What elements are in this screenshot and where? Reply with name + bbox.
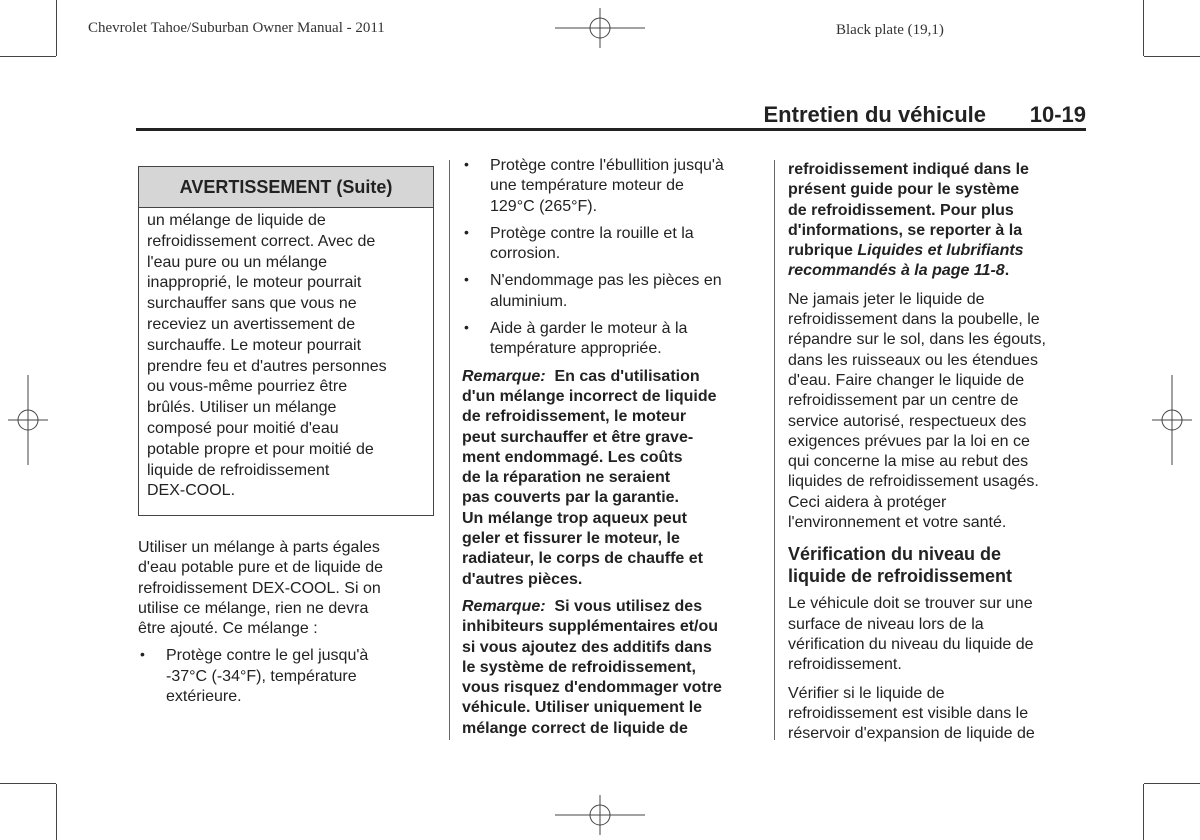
text-line: Protège contre l'ébullition jusqu'à — [490, 157, 724, 174]
text-line: corrosion. — [490, 245, 561, 263]
crop-mark — [1144, 783, 1200, 784]
list-item — [462, 319, 762, 360]
text-line: surface de niveau lors de la — [788, 615, 984, 633]
text-line: de la réparation ne seraient — [462, 469, 671, 487]
text-line: Le véhicule doit se trouver sur une — [788, 595, 1033, 613]
registration-mark-bottom — [555, 795, 645, 835]
crop-mark — [1143, 0, 1144, 56]
notice-2 — [462, 597, 762, 739]
text-line: d'eau potable pure et de liquide de — [138, 559, 384, 577]
text-line: Ceci aidera à protéger — [788, 493, 947, 511]
text-line: peut surchauffer et être grave- — [462, 428, 694, 446]
text-line: En cas d'utilisation — [554, 367, 700, 385]
section-title: Entretien du véhicule — [763, 102, 986, 127]
text-line: le système de refroidissement, — [462, 658, 696, 676]
cross-reference-link[interactable]: recommandés à la page 11-8 — [788, 262, 1005, 280]
text-line: l'environnement et votre santé. — [788, 514, 1007, 532]
bullet-icon: • — [464, 319, 469, 336]
paragraph — [138, 538, 438, 639]
text-line: geler et fissurer le moteur, le — [462, 530, 680, 548]
warning-line: un mélange de liquide de — [147, 212, 326, 229]
text-line: d'eau. Faire changer le liquide de — [788, 371, 1025, 389]
warning-line: DEX-COOL. — [147, 482, 236, 500]
text-line: dans les ruisseaux ou les étendues — [788, 351, 1038, 369]
text-line: service autorisé, respectueux des — [788, 412, 1027, 430]
registration-mark-top — [555, 8, 645, 48]
text-line: une température moteur de — [490, 177, 684, 195]
warning-line: inapproprié, le moteur pourrait — [147, 274, 362, 292]
text-line: véhicule. Utiliser uniquement le — [462, 699, 703, 717]
registration-mark-left — [8, 375, 48, 465]
list-item — [462, 156, 762, 217]
registration-mark-right — [1152, 375, 1192, 465]
notice-label: Remarque: — [462, 597, 546, 615]
text-line: Vérifier si le liquide de — [788, 684, 945, 702]
list-item — [138, 646, 438, 707]
text-line: vérification du niveau du liquide de — [788, 635, 1034, 653]
warning-text — [147, 211, 427, 502]
text-line: inhibiteurs supplémentaires et/ou — [462, 618, 719, 636]
text-line: présent guide pour le système — [788, 181, 1020, 199]
text-line: Ne jamais jeter le liquide de — [788, 290, 985, 308]
text-line: . — [1004, 262, 1010, 280]
cross-reference-link[interactable]: Liquides et lubrifiants — [857, 242, 1024, 260]
text-line: extérieure. — [166, 688, 242, 706]
text-line: pas couverts par la garantie. — [462, 489, 679, 507]
crop-mark — [1143, 784, 1144, 840]
text-line: d'un mélange incorrect de liquide — [462, 387, 717, 405]
warning-line: potable propre et pour moitié de — [147, 440, 374, 458]
column-divider — [774, 160, 775, 740]
notice-label: Remarque: — [462, 367, 546, 385]
text-line: aluminium. — [490, 292, 568, 310]
warning-line: composé pour moitié d'eau — [147, 419, 339, 437]
list-item — [462, 224, 762, 265]
text-line: refroidissement dans la poubelle, le — [788, 311, 1040, 329]
plate-label: Black plate (19,1) — [836, 22, 944, 38]
warning-line: l'eau pure ou un mélange — [147, 253, 328, 271]
document-title: Chevrolet Tahoe/Suburban Owner Manual - 2011 — [88, 20, 385, 36]
text-line: -37°C (-34°F), température — [166, 667, 357, 685]
column-1 — [138, 538, 438, 707]
text-line: de refroidissement. Pour plus — [788, 201, 1014, 219]
notice-continuation — [788, 160, 1088, 282]
text-line: refroidissement. — [788, 656, 902, 674]
warning-line: ou vous-même pourriez être — [147, 378, 348, 396]
text-line: Utiliser un mélange à parts égales — [138, 539, 380, 556]
paragraph — [788, 290, 1088, 534]
text-line: refroidissement indiqué dans le — [788, 161, 1029, 178]
text-line: d'informations, se reporter à la — [788, 221, 1023, 239]
text-line: exigences prévues par la loi en ce — [788, 432, 1030, 450]
text-line: répandre sur le sol, dans les égouts, — [788, 331, 1046, 349]
text-line: ment endommagé. Les coûts — [462, 448, 683, 466]
warning-line: receviez un avertissement de — [147, 315, 356, 333]
text-line: Protège contre le gel jusqu'à — [166, 647, 369, 665]
text-line: radiateur, le corps de chauffe et — [462, 550, 703, 568]
text-line: mélange correct de liquide de — [462, 719, 688, 737]
warning-line: refroidissement correct. Avec de — [147, 232, 376, 250]
title-rule — [136, 128, 1086, 131]
column-2 — [462, 156, 762, 739]
text-line: Si vous utilisez des — [554, 597, 703, 615]
text-line: de refroidissement, le moteur — [462, 408, 687, 426]
text-line: utilise ce mélange, rien ne devra — [138, 599, 369, 617]
text-line: refroidissement DEX-COOL. Si on — [138, 579, 381, 597]
warning-box — [138, 166, 434, 516]
text-line: d'autres pièces. — [462, 570, 583, 588]
text-line: réservoir d'expansion de liquide de — [788, 725, 1035, 743]
text-line: liquides de refroidissement usagés. — [788, 473, 1039, 491]
section-subheading — [788, 543, 1088, 587]
crop-mark — [56, 0, 57, 56]
text-line: N'endommage pas les pièces en — [490, 272, 722, 290]
text-line: Un mélange trop aqueux peut — [462, 509, 687, 527]
text-line: refroidissement est visible dans le — [788, 704, 1029, 722]
warning-line: surchauffer sans que vous ne — [147, 295, 357, 313]
list-item — [462, 271, 762, 312]
bullet-icon: • — [464, 156, 469, 172]
text-line: refroidissement par un centre de — [788, 392, 1019, 410]
warning-title: AVERTISSEMENT (Suite) — [139, 167, 433, 208]
bullet-icon: • — [140, 646, 145, 663]
warning-line: prendre feu et d'autres personnes — [147, 357, 387, 375]
bullet-icon: • — [464, 271, 469, 288]
page-number: 10-19 — [1029, 102, 1086, 127]
paragraph — [788, 684, 1088, 745]
column-divider — [449, 160, 450, 740]
paragraph — [788, 594, 1088, 675]
text-line: rubrique — [788, 242, 858, 260]
column-3 — [788, 160, 1088, 744]
crop-mark — [56, 784, 57, 840]
text-line: température appropriée. — [490, 340, 662, 358]
text-line: vous risquez d'endommager votre — [462, 679, 722, 697]
text-line: être ajouté. Ce mélange : — [138, 620, 318, 638]
text-line: Protège contre la rouille et la — [490, 224, 694, 242]
text-line: Vérification du niveau de — [788, 544, 1002, 565]
text-line: si vous ajoutez des additifs dans — [462, 638, 712, 656]
crop-mark — [1144, 56, 1200, 57]
notice-1 — [462, 367, 762, 590]
crop-mark — [0, 783, 56, 784]
crop-mark — [0, 56, 56, 57]
text-line: 129°C (265°F). — [490, 197, 598, 215]
warning-line: brûlés. Utiliser un mélange — [147, 399, 337, 417]
warning-line: liquide de refroidissement — [147, 461, 330, 479]
text-line: qui concerne la mise au rebut des — [788, 453, 1029, 471]
text-line: Aide à garder le moteur à la — [490, 320, 688, 338]
bullet-icon: • — [464, 223, 469, 240]
text-line: liquide de refroidissement — [788, 566, 1013, 587]
warning-line: surchauffe. Le moteur pourrait — [147, 336, 362, 354]
